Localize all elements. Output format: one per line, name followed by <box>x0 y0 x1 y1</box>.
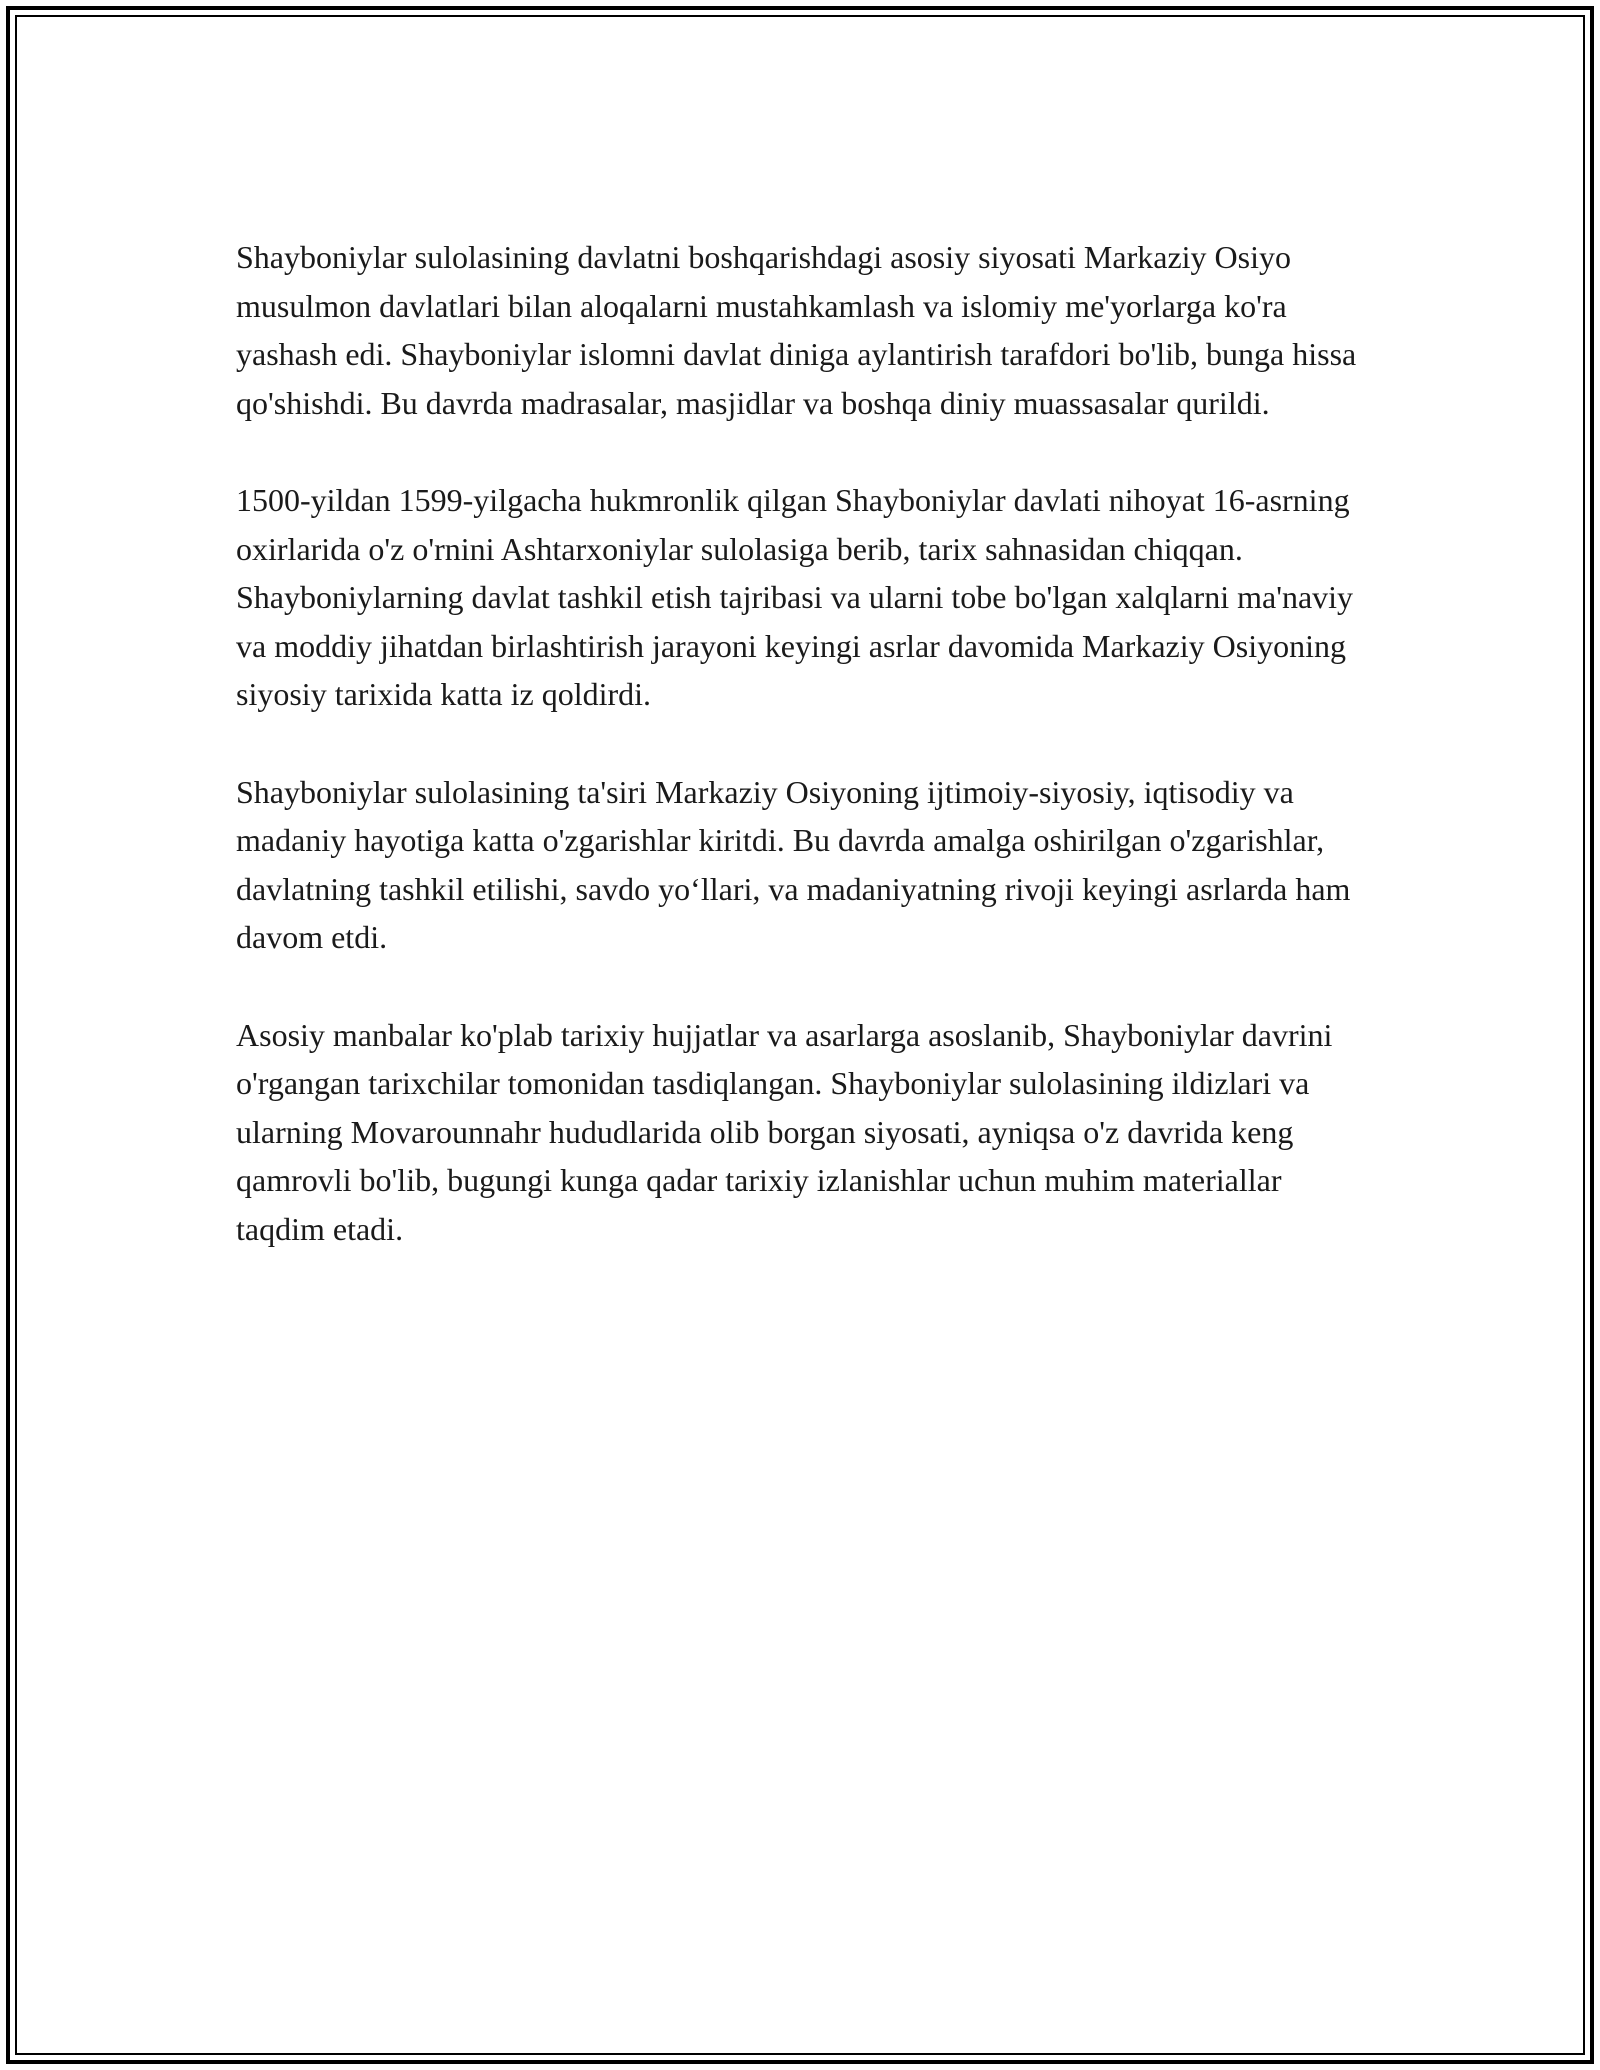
paragraph-3: Shayboniylar sulolasining ta'siri Markaziy Osiyoning ijtimoiy-siyosiy, iqtisodiy va madaniy hayotiga katta o'zgarishlar kiritdi. Bu davrda amalga oshirilgan o'zgarishlar, davlatning tashkil etilishi, savdo yo‘llari, va madaniyatning rivoji keyingi asrlarda ham davom etdi. <box>236 773 1351 955</box>
paragraph-1: Shayboniylar sulolasining davlatni boshqarishdagi asosiy siyosati Markaziy Osiyo musulmon davlatlari bilan aloqalarni mustahkamlash va islomiy me'yorlarga ko'ra yashash edi. Shayboniylar islomni davlat diniga aylantirish tarafdori bo'lib, bunga hissa qo'shishdi. Bu davrda madrasalar, masjidlar va boshqa diniy muassasalar qurildi. <box>236 239 1357 421</box>
paragraph-4: Asosiy manbalar ko'plab tarixiy hujjatlar va asarlarga asoslanib, Shayboniylar davrini o'rgangan tarixchilar tomonidan tasdiqlangan. Shayboniylar sulolasining ildizlari va ularning Movarounnahr hududlarida olib borgan siyosati, ayniqsa o'z davrida keng qamrovli bo'lib, bugungi kunga qadar tarixiy izlanishlar uchun muhim materiallar taqdim etadi. <box>236 1016 1333 1247</box>
document-body <box>236 233 1376 1302</box>
paragraph-2: 1500-yildan 1599-yilgacha hukmronlik qilgan Shayboniylar davlati nihoyat 16-asrning oxirlarida o'z o'rnini Ashtarxoniylar sulolasiga berib, tarix sahnasidan chiqqan. Shayboniylarning davlat tashkil etish tajribasi va ularni tobe bo'lgan xalqlarni ma'naviy va moddiy jihatdan birlashtirish jarayoni keyingi asrlar davomida Markaziy Osiyoning siyosiy tarixida katta iz qoldirdi. <box>236 482 1354 712</box>
